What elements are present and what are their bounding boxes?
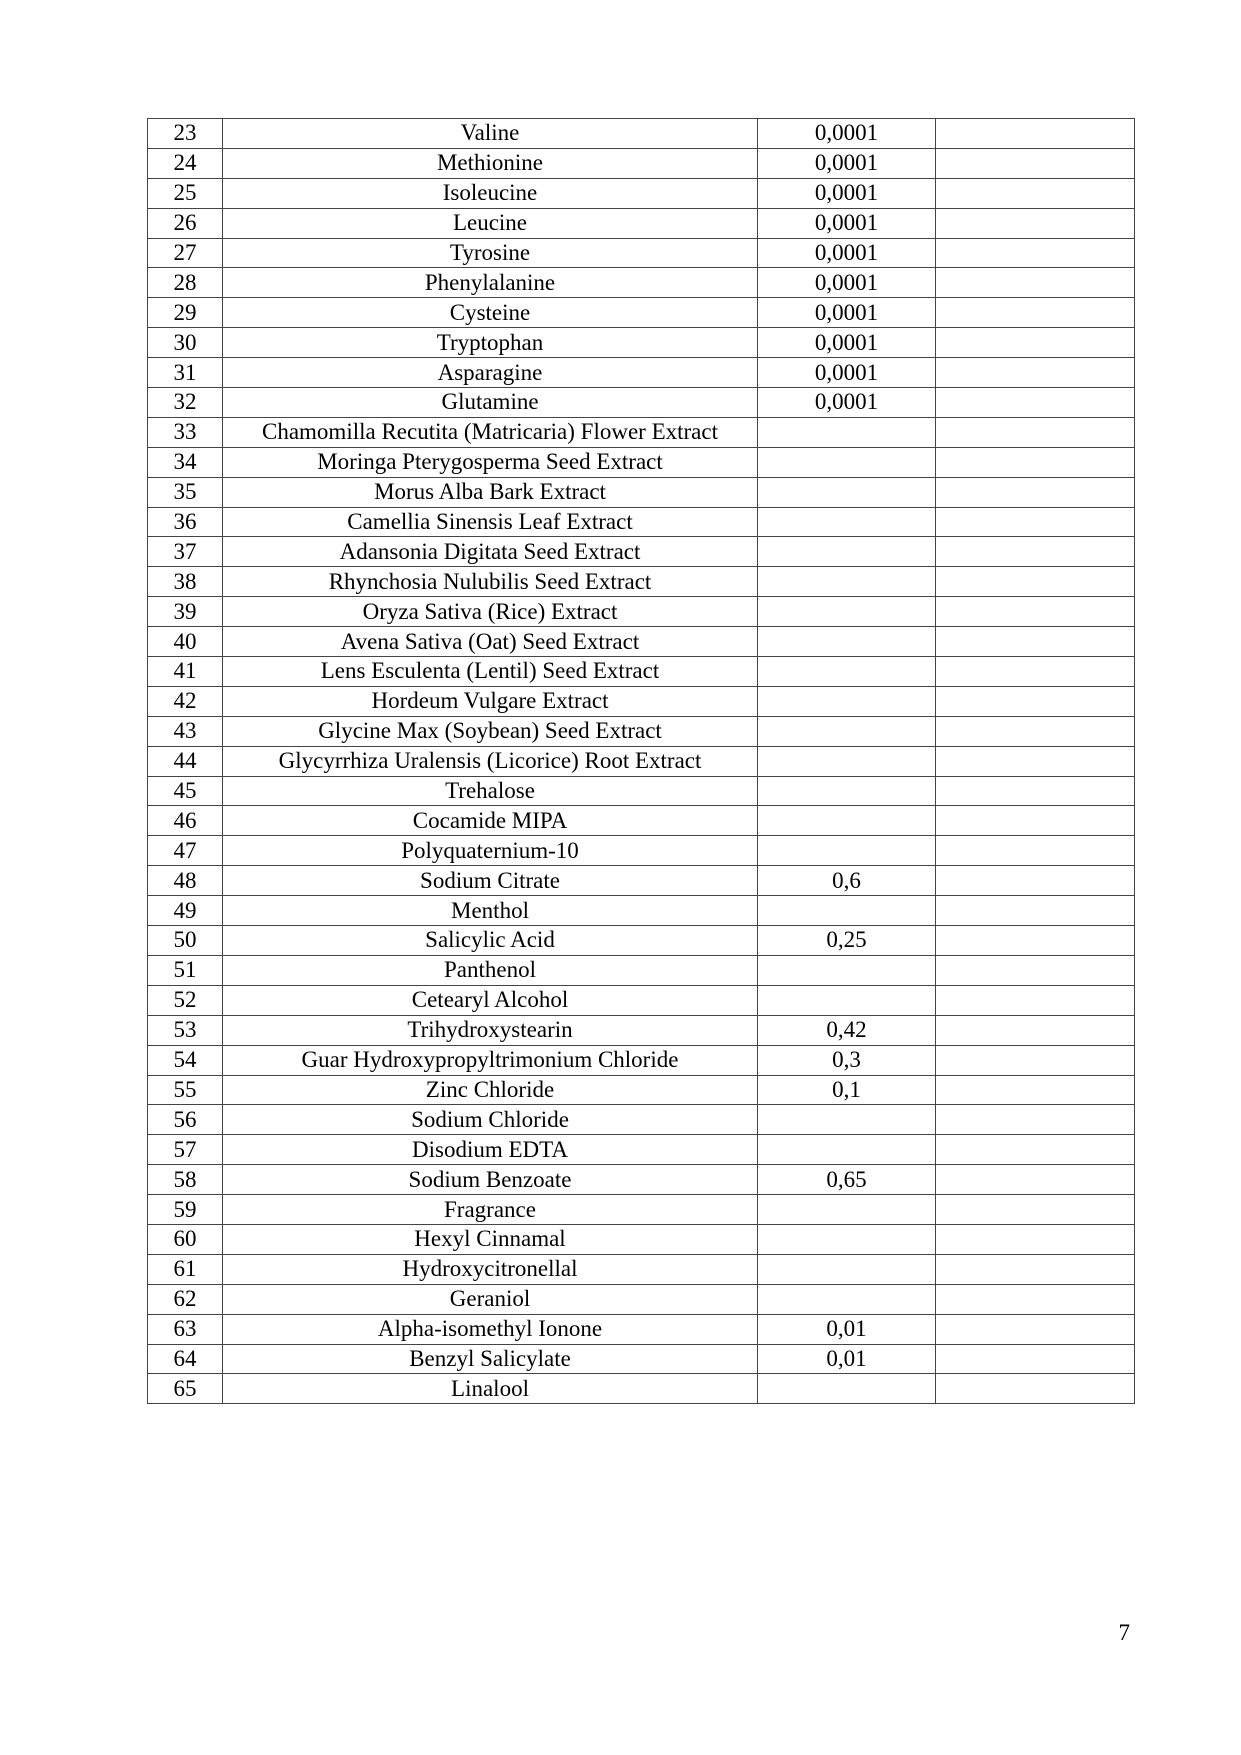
- concentration-cell: 0,01: [758, 1314, 936, 1344]
- row-number-cell: 32: [148, 388, 223, 418]
- concentration-cell: 0,1: [758, 1075, 936, 1105]
- concentration-cell: [758, 537, 936, 567]
- row-number-cell: 42: [148, 686, 223, 716]
- table-row: [148, 776, 1135, 806]
- ingredient-name-cell: Menthol: [223, 896, 758, 926]
- concentration-cell: [758, 1374, 936, 1404]
- table-row: [148, 238, 1135, 268]
- row-number-cell: 61: [148, 1254, 223, 1284]
- table-row: [148, 806, 1135, 836]
- empty-cell: [936, 776, 1135, 806]
- table-row: [148, 417, 1135, 447]
- empty-cell: [936, 1135, 1135, 1165]
- row-number-cell: 37: [148, 537, 223, 567]
- ingredient-name-cell: Camellia Sinensis Leaf Extract: [223, 507, 758, 537]
- table-row: [148, 955, 1135, 985]
- ingredient-name-cell: Trihydroxystearin: [223, 1015, 758, 1045]
- row-number-cell: 28: [148, 268, 223, 298]
- concentration-cell: 0,3: [758, 1045, 936, 1075]
- row-number-cell: 45: [148, 776, 223, 806]
- table-row: [148, 507, 1135, 537]
- empty-cell: [936, 1165, 1135, 1195]
- table-row: [148, 716, 1135, 746]
- empty-cell: [936, 926, 1135, 956]
- row-number-cell: 25: [148, 178, 223, 208]
- concentration-cell: [758, 1105, 936, 1135]
- ingredient-name-cell: Rhynchosia Nulubilis Seed Extract: [223, 567, 758, 597]
- row-number-cell: 49: [148, 896, 223, 926]
- empty-cell: [936, 1344, 1135, 1374]
- table-row: [148, 866, 1135, 896]
- table-row: [148, 537, 1135, 567]
- empty-cell: [936, 417, 1135, 447]
- concentration-cell: [758, 1284, 936, 1314]
- table-row: [148, 1374, 1135, 1404]
- table-row: [148, 1254, 1135, 1284]
- table-row: [148, 358, 1135, 388]
- ingredient-name-cell: Sodium Citrate: [223, 866, 758, 896]
- concentration-cell: 0,6: [758, 866, 936, 896]
- concentration-cell: [758, 417, 936, 447]
- empty-cell: [936, 1075, 1135, 1105]
- ingredient-name-cell: Lens Esculenta (Lentil) Seed Extract: [223, 657, 758, 687]
- empty-cell: [936, 178, 1135, 208]
- table-row: [148, 597, 1135, 627]
- row-number-cell: 65: [148, 1374, 223, 1404]
- table-row: [148, 836, 1135, 866]
- concentration-cell: [758, 686, 936, 716]
- ingredient-name-cell: Valine: [223, 119, 758, 149]
- empty-cell: [936, 866, 1135, 896]
- empty-cell: [936, 148, 1135, 178]
- ingredient-name-cell: Zinc Chloride: [223, 1075, 758, 1105]
- concentration-cell: [758, 627, 936, 657]
- table-row: [148, 985, 1135, 1015]
- empty-cell: [936, 298, 1135, 328]
- row-number-cell: 23: [148, 119, 223, 149]
- row-number-cell: 55: [148, 1075, 223, 1105]
- concentration-cell: [758, 1135, 936, 1165]
- concentration-cell: 0,25: [758, 926, 936, 956]
- table-row: [148, 1135, 1135, 1165]
- empty-cell: [936, 627, 1135, 657]
- table-row: [148, 686, 1135, 716]
- ingredient-name-cell: Sodium Chloride: [223, 1105, 758, 1135]
- empty-cell: [936, 238, 1135, 268]
- ingredient-name-cell: Alpha-isomethyl Ionone: [223, 1314, 758, 1344]
- row-number-cell: 57: [148, 1135, 223, 1165]
- table-row: [148, 268, 1135, 298]
- row-number-cell: 52: [148, 985, 223, 1015]
- concentration-cell: [758, 746, 936, 776]
- table-row: [148, 657, 1135, 687]
- concentration-cell: [758, 657, 936, 687]
- row-number-cell: 51: [148, 955, 223, 985]
- empty-cell: [936, 955, 1135, 985]
- ingredient-name-cell: Tyrosine: [223, 238, 758, 268]
- concentration-cell: [758, 806, 936, 836]
- ingredient-name-cell: Cocamide MIPA: [223, 806, 758, 836]
- ingredients-table-body: [148, 119, 1135, 1404]
- concentration-cell: 0,0001: [758, 388, 936, 418]
- empty-cell: [936, 1045, 1135, 1075]
- concentration-cell: [758, 1195, 936, 1225]
- empty-cell: [936, 358, 1135, 388]
- concentration-cell: 0,0001: [758, 298, 936, 328]
- row-number-cell: 39: [148, 597, 223, 627]
- table-row: [148, 328, 1135, 358]
- empty-cell: [936, 657, 1135, 687]
- concentration-cell: 0,0001: [758, 358, 936, 388]
- table-row: [148, 477, 1135, 507]
- table-row: [148, 1075, 1135, 1105]
- ingredient-name-cell: Panthenol: [223, 955, 758, 985]
- ingredient-name-cell: Glycine Max (Soybean) Seed Extract: [223, 716, 758, 746]
- empty-cell: [936, 1254, 1135, 1284]
- ingredient-name-cell: Morus Alba Bark Extract: [223, 477, 758, 507]
- empty-cell: [936, 388, 1135, 418]
- row-number-cell: 58: [148, 1165, 223, 1195]
- table-row: [148, 1284, 1135, 1314]
- ingredient-name-cell: Hordeum Vulgare Extract: [223, 686, 758, 716]
- row-number-cell: 27: [148, 238, 223, 268]
- row-number-cell: 41: [148, 657, 223, 687]
- row-number-cell: 30: [148, 328, 223, 358]
- empty-cell: [936, 567, 1135, 597]
- ingredient-name-cell: Sodium Benzoate: [223, 1165, 758, 1195]
- empty-cell: [936, 507, 1135, 537]
- ingredients-table: [147, 118, 1135, 1404]
- concentration-cell: [758, 716, 936, 746]
- ingredient-name-cell: Moringa Pterygosperma Seed Extract: [223, 447, 758, 477]
- ingredient-name-cell: Leucine: [223, 208, 758, 238]
- ingredient-name-cell: Polyquaternium-10: [223, 836, 758, 866]
- ingredient-name-cell: Salicylic Acid: [223, 926, 758, 956]
- row-number-cell: 47: [148, 836, 223, 866]
- row-number-cell: 43: [148, 716, 223, 746]
- empty-cell: [936, 985, 1135, 1015]
- empty-cell: [936, 686, 1135, 716]
- row-number-cell: 56: [148, 1105, 223, 1135]
- empty-cell: [936, 746, 1135, 776]
- concentration-cell: 0,01: [758, 1344, 936, 1374]
- row-number-cell: 46: [148, 806, 223, 836]
- concentration-cell: [758, 836, 936, 866]
- ingredient-name-cell: Isoleucine: [223, 178, 758, 208]
- empty-cell: [936, 1314, 1135, 1344]
- row-number-cell: 60: [148, 1224, 223, 1254]
- row-number-cell: 53: [148, 1015, 223, 1045]
- table-row: [148, 178, 1135, 208]
- empty-cell: [936, 208, 1135, 238]
- concentration-cell: [758, 896, 936, 926]
- table-row: [148, 627, 1135, 657]
- ingredient-name-cell: Disodium EDTA: [223, 1135, 758, 1165]
- concentration-cell: [758, 1254, 936, 1284]
- empty-cell: [936, 1224, 1135, 1254]
- concentration-cell: [758, 776, 936, 806]
- row-number-cell: 33: [148, 417, 223, 447]
- table-row: [148, 746, 1135, 776]
- table-row: [148, 119, 1135, 149]
- empty-cell: [936, 806, 1135, 836]
- ingredient-name-cell: Cysteine: [223, 298, 758, 328]
- table-row: [148, 1224, 1135, 1254]
- row-number-cell: 24: [148, 148, 223, 178]
- table-row: [148, 926, 1135, 956]
- row-number-cell: 34: [148, 447, 223, 477]
- table-row: [148, 208, 1135, 238]
- table-row: [148, 388, 1135, 418]
- concentration-cell: [758, 955, 936, 985]
- ingredient-name-cell: Cetearyl Alcohol: [223, 985, 758, 1015]
- row-number-cell: 59: [148, 1195, 223, 1225]
- ingredient-name-cell: Oryza Sativa (Rice) Extract: [223, 597, 758, 627]
- row-number-cell: 35: [148, 477, 223, 507]
- empty-cell: [936, 268, 1135, 298]
- row-number-cell: 31: [148, 358, 223, 388]
- concentration-cell: 0,0001: [758, 178, 936, 208]
- row-number-cell: 64: [148, 1344, 223, 1374]
- concentration-cell: [758, 447, 936, 477]
- ingredient-name-cell: Avena Sativa (Oat) Seed Extract: [223, 627, 758, 657]
- ingredient-name-cell: Benzyl Salicylate: [223, 1344, 758, 1374]
- empty-cell: [936, 1015, 1135, 1045]
- ingredient-name-cell: Trehalose: [223, 776, 758, 806]
- concentration-cell: 0,42: [758, 1015, 936, 1045]
- concentration-cell: 0,0001: [758, 328, 936, 358]
- ingredient-name-cell: Geraniol: [223, 1284, 758, 1314]
- ingredient-name-cell: Glycyrrhiza Uralensis (Licorice) Root Extract: [223, 746, 758, 776]
- row-number-cell: 54: [148, 1045, 223, 1075]
- ingredient-name-cell: Methionine: [223, 148, 758, 178]
- ingredient-name-cell: Hydroxycitronellal: [223, 1254, 758, 1284]
- concentration-cell: 0,65: [758, 1165, 936, 1195]
- concentration-cell: [758, 985, 936, 1015]
- ingredient-name-cell: Glutamine: [223, 388, 758, 418]
- empty-cell: [936, 477, 1135, 507]
- row-number-cell: 62: [148, 1284, 223, 1314]
- empty-cell: [936, 1374, 1135, 1404]
- empty-cell: [936, 836, 1135, 866]
- ingredient-name-cell: Asparagine: [223, 358, 758, 388]
- concentration-cell: [758, 477, 936, 507]
- row-number-cell: 26: [148, 208, 223, 238]
- empty-cell: [936, 1284, 1135, 1314]
- concentration-cell: [758, 567, 936, 597]
- concentration-cell: [758, 597, 936, 627]
- table-row: [148, 447, 1135, 477]
- row-number-cell: 36: [148, 507, 223, 537]
- empty-cell: [936, 1105, 1135, 1135]
- table-row: [148, 1015, 1135, 1045]
- row-number-cell: 63: [148, 1314, 223, 1344]
- empty-cell: [936, 1195, 1135, 1225]
- table-row: [148, 298, 1135, 328]
- ingredient-name-cell: Phenylalanine: [223, 268, 758, 298]
- concentration-cell: [758, 507, 936, 537]
- row-number-cell: 48: [148, 866, 223, 896]
- row-number-cell: 38: [148, 567, 223, 597]
- ingredient-name-cell: Hexyl Cinnamal: [223, 1224, 758, 1254]
- table-row: [148, 1165, 1135, 1195]
- table-row: [148, 896, 1135, 926]
- row-number-cell: 50: [148, 926, 223, 956]
- page-number: 7: [1118, 1620, 1130, 1645]
- ingredient-name-cell: Tryptophan: [223, 328, 758, 358]
- ingredient-name-cell: Fragrance: [223, 1195, 758, 1225]
- empty-cell: [936, 447, 1135, 477]
- empty-cell: [936, 716, 1135, 746]
- ingredient-name-cell: Guar Hydroxypropyltrimonium Chloride: [223, 1045, 758, 1075]
- table-row: [148, 1195, 1135, 1225]
- ingredient-name-cell: Adansonia Digitata Seed Extract: [223, 537, 758, 567]
- table-row: [148, 567, 1135, 597]
- concentration-cell: 0,0001: [758, 268, 936, 298]
- table-row: [148, 148, 1135, 178]
- concentration-cell: 0,0001: [758, 238, 936, 268]
- row-number-cell: 29: [148, 298, 223, 328]
- empty-cell: [936, 597, 1135, 627]
- empty-cell: [936, 537, 1135, 567]
- table-row: [148, 1344, 1135, 1374]
- concentration-cell: 0,0001: [758, 119, 936, 149]
- row-number-cell: 40: [148, 627, 223, 657]
- concentration-cell: [758, 1224, 936, 1254]
- row-number-cell: 44: [148, 746, 223, 776]
- concentration-cell: 0,0001: [758, 208, 936, 238]
- empty-cell: [936, 119, 1135, 149]
- concentration-cell: 0,0001: [758, 148, 936, 178]
- table-row: [148, 1045, 1135, 1075]
- empty-cell: [936, 896, 1135, 926]
- table-row: [148, 1314, 1135, 1344]
- ingredient-name-cell: Chamomilla Recutita (Matricaria) Flower Extract: [223, 417, 758, 447]
- ingredient-name-cell: Linalool: [223, 1374, 758, 1404]
- table-row: [148, 1105, 1135, 1135]
- empty-cell: [936, 328, 1135, 358]
